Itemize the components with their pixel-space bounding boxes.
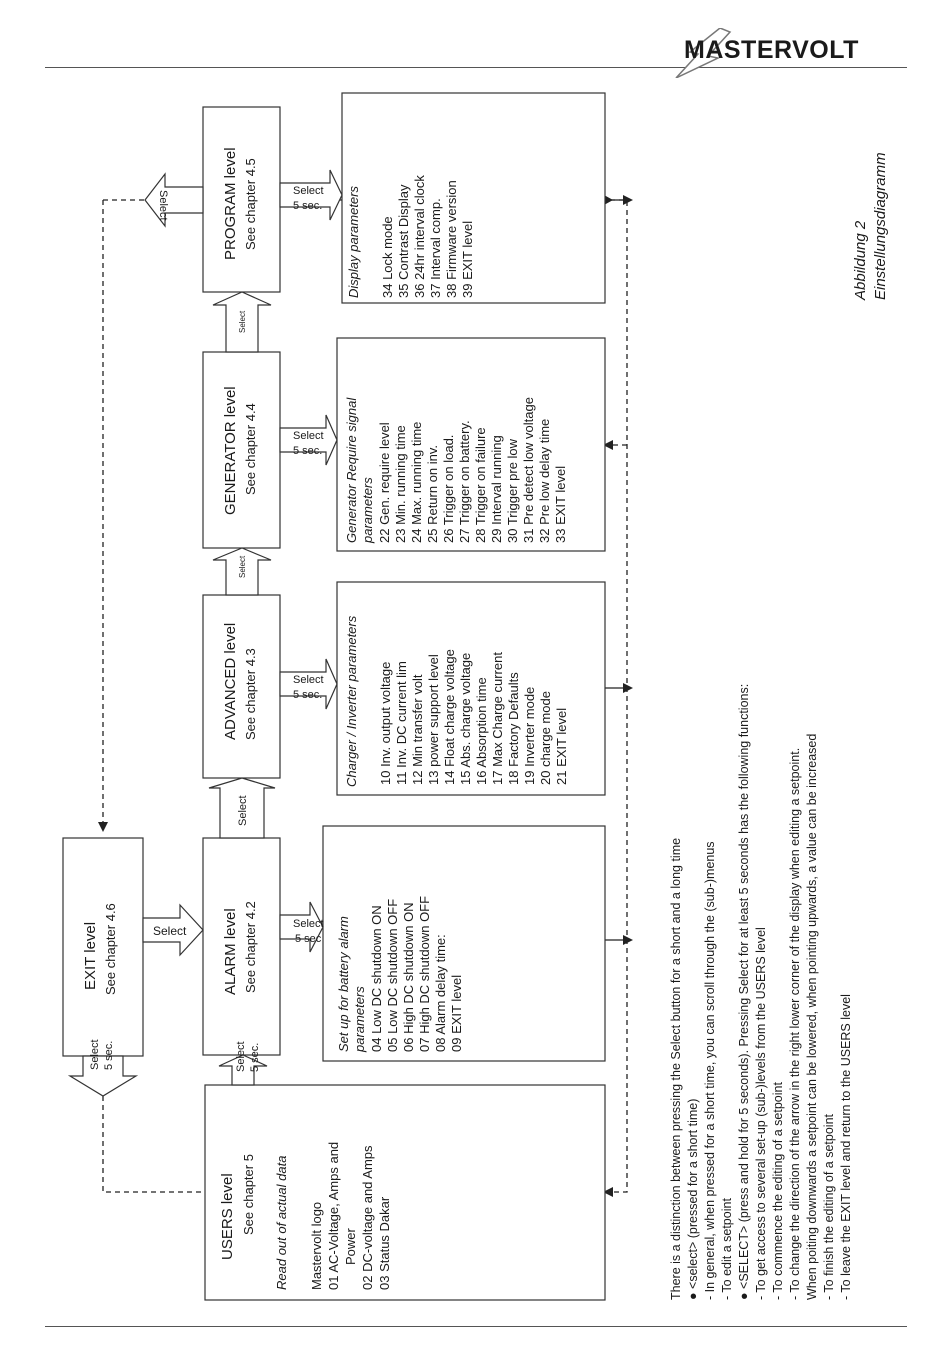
advanced-param-item: 11 Inv. DC current lim [394, 661, 409, 785]
alarm-param-item: 07 High DC shutdown OFF [417, 895, 432, 1052]
program-out-arrow [145, 174, 203, 226]
users-item-3: 02 DC-voltage and Amps [360, 1145, 375, 1290]
advanced-params-select-label: Select [293, 674, 324, 686]
alarm-param-item: 09 EXIT level [449, 974, 464, 1052]
alarm-param-item: 04 Low DC shutdown ON [369, 905, 384, 1052]
generator-level-chapter: See chapter 4.4 [243, 403, 258, 495]
users-level-title: USERS level [219, 1173, 236, 1260]
exit-to-alarm-select-label: Select [153, 924, 187, 938]
advanced-level-title: ADVANCED level [222, 622, 239, 740]
alarm-params-heading-0: Set up for battery alarm [336, 916, 351, 1052]
program-param-item: 38 Firmware version [444, 180, 459, 298]
advanced-level-box [203, 595, 280, 778]
generator-param-item: 28 Trigger on failure [473, 427, 488, 543]
alarm-level-title: ALARM level [222, 908, 239, 995]
exit-to-users-5sec-label: 5 sec. [103, 1040, 115, 1070]
generator-param-item: 32 Pre low delay time [537, 418, 552, 543]
alarm-to-advanced-select-label: Select [237, 795, 249, 826]
advanced-param-item: 19 Inverter mode [522, 686, 537, 785]
program-level-box [203, 107, 280, 292]
advanced-param-item: 13 power support level [426, 654, 441, 785]
alarm-params-5sec-label: 5 sec [295, 933, 322, 945]
note-line: When poiting downwards a setpoint can be lowered, when pointing upwards, a value can be increased [805, 733, 819, 1300]
alarm-param-item: 08 Alarm delay time: [433, 934, 448, 1052]
generator-param-item: 24 Max. running time [409, 421, 424, 543]
program-param-item: 39 EXIT level [460, 220, 475, 298]
generator-to-program-select-label: Select [238, 310, 247, 333]
figure-caption-number: Abbildung 2 [852, 220, 869, 300]
advanced-param-item: 15 Abs. charge voltage [458, 652, 473, 785]
generator-param-item: 29 Interval running [489, 435, 504, 543]
generator-params-heading-1: parameters [360, 477, 375, 543]
generator-param-item: 22 Gen. require level [377, 422, 392, 543]
brand-name: MASTERVOLT [684, 36, 859, 64]
generator-level-title: GENERATOR level [222, 386, 239, 515]
program-level-chapter: See chapter 4.5 [243, 158, 258, 250]
users-item-1: 01 AC-Voltage, Amps and [326, 1141, 341, 1290]
note-line: - To commence the editing of a setpoint [771, 1082, 785, 1300]
users-item-0: Mastervolt logo [309, 1201, 324, 1290]
advanced-param-item: 21 EXIT level [554, 707, 569, 785]
generator-level-box [203, 352, 280, 548]
alarm-level-chapter: See chapter 4.2 [243, 901, 258, 993]
alarm-params-heading-1: parameters [352, 986, 367, 1052]
program-params-5sec-label: 5 sec. [293, 200, 323, 212]
advanced-param-item: 14 Float charge voltage [442, 649, 457, 785]
program-param-item: 35 Contrast Display [396, 184, 411, 298]
users-level-subtitle: Read out of actual data [274, 1155, 289, 1290]
generator-param-item: 33 EXIT level [553, 465, 568, 543]
generator-params-heading-0: Generator Require signal [344, 397, 359, 543]
alarm-params-select-label: Select [293, 918, 324, 930]
figure-caption-title: Einstellungsdiagramm [872, 152, 889, 300]
connector-lines [605, 200, 627, 940]
generator-param-item: 31 Pre detect low voltage [521, 397, 536, 543]
users-level-chapter: See chapter 5 [241, 1154, 256, 1235]
generator-params-select-label: Select [293, 430, 324, 442]
alarm-param-item: 05 Low DC shutdown OFF [385, 898, 400, 1052]
program-params-heading: Display parameters [346, 186, 361, 298]
alarm-level-box [203, 838, 280, 1055]
note-line: - To leave the EXIT level and return to the USERS level [839, 994, 853, 1300]
generator-param-item: 30 Trigger pre low [505, 438, 520, 543]
generator-param-item: 23 Min. running time [393, 425, 408, 543]
generator-param-item: 27 Trigger on battery. [457, 420, 472, 543]
program-params-select-label: Select [293, 185, 324, 197]
note-line: There is a distinction between pressing the Select button for a short and a long time [669, 837, 683, 1300]
advanced-param-item: 18 Factory Defaults [506, 672, 521, 785]
users-item-2: Power [343, 1228, 358, 1265]
advanced-params-heading: Charger / Inverter parameters [344, 615, 359, 787]
program-param-item: 37 Interval comp. [428, 198, 443, 298]
advanced-to-generator-select-label: Select [238, 555, 247, 578]
generator-params-5sec-label: 5 sec. [293, 445, 323, 457]
users-item-4: 03 Status Dakar [377, 1196, 392, 1290]
users-to-alarm-5sec-label: 5 sec. [249, 1042, 261, 1072]
advanced-param-item: 10 Inv. output voltage [378, 661, 393, 785]
note-line: - To edit a setpoint [720, 1198, 734, 1300]
exit-level-title: EXIT level [82, 921, 99, 990]
note-line: ● <SELECT> (press and hold for 5 seconds). Pressing Select for at least 5 seconds has the following functions: [737, 683, 751, 1300]
note-line: ● <select> (pressed for a short time) [686, 1098, 700, 1300]
generator-param-item: 25 Return on inv. [425, 444, 440, 543]
users-to-alarm-select-label: Select [235, 1041, 247, 1072]
note-line: - In general, when pressed for a short time, you can scroll through the (sub-)menus [703, 841, 717, 1300]
advanced-param-item: 17 Max Charge current [490, 652, 505, 785]
note-line: - To get access to several set-up (sub-)levels from the USERS level [754, 927, 768, 1300]
program-param-item: 36 24hr interval clock [412, 175, 427, 298]
alarm-param-item: 06 High DC shutdown ON [401, 902, 416, 1052]
note-line: - To change the direction of the arrow in the right lower corner of the display when editing a setpoint. [788, 747, 802, 1300]
exit-to-users-select-label: Select [89, 1039, 101, 1070]
program-level-title: PROGRAM level [222, 147, 239, 260]
advanced-param-item: 12 Min transfer volt [410, 674, 425, 785]
advanced-param-item: 20 charge mode [538, 691, 553, 785]
users-level-box [205, 1085, 605, 1300]
advanced-params-5sec-label: 5 sec. [293, 689, 323, 701]
program-out-select-label: Select [157, 190, 169, 221]
program-param-item: 34 Lock mode [380, 216, 395, 298]
advanced-param-item: 16 Absorption time [474, 677, 489, 785]
generator-param-item: 26 Trigger on load. [441, 434, 456, 543]
advanced-level-chapter: See chapter 4.3 [243, 648, 258, 740]
note-line: - To finish the editing of a setpoint [822, 1114, 836, 1300]
exit-level-chapter: See chapter 4.6 [103, 903, 118, 995]
